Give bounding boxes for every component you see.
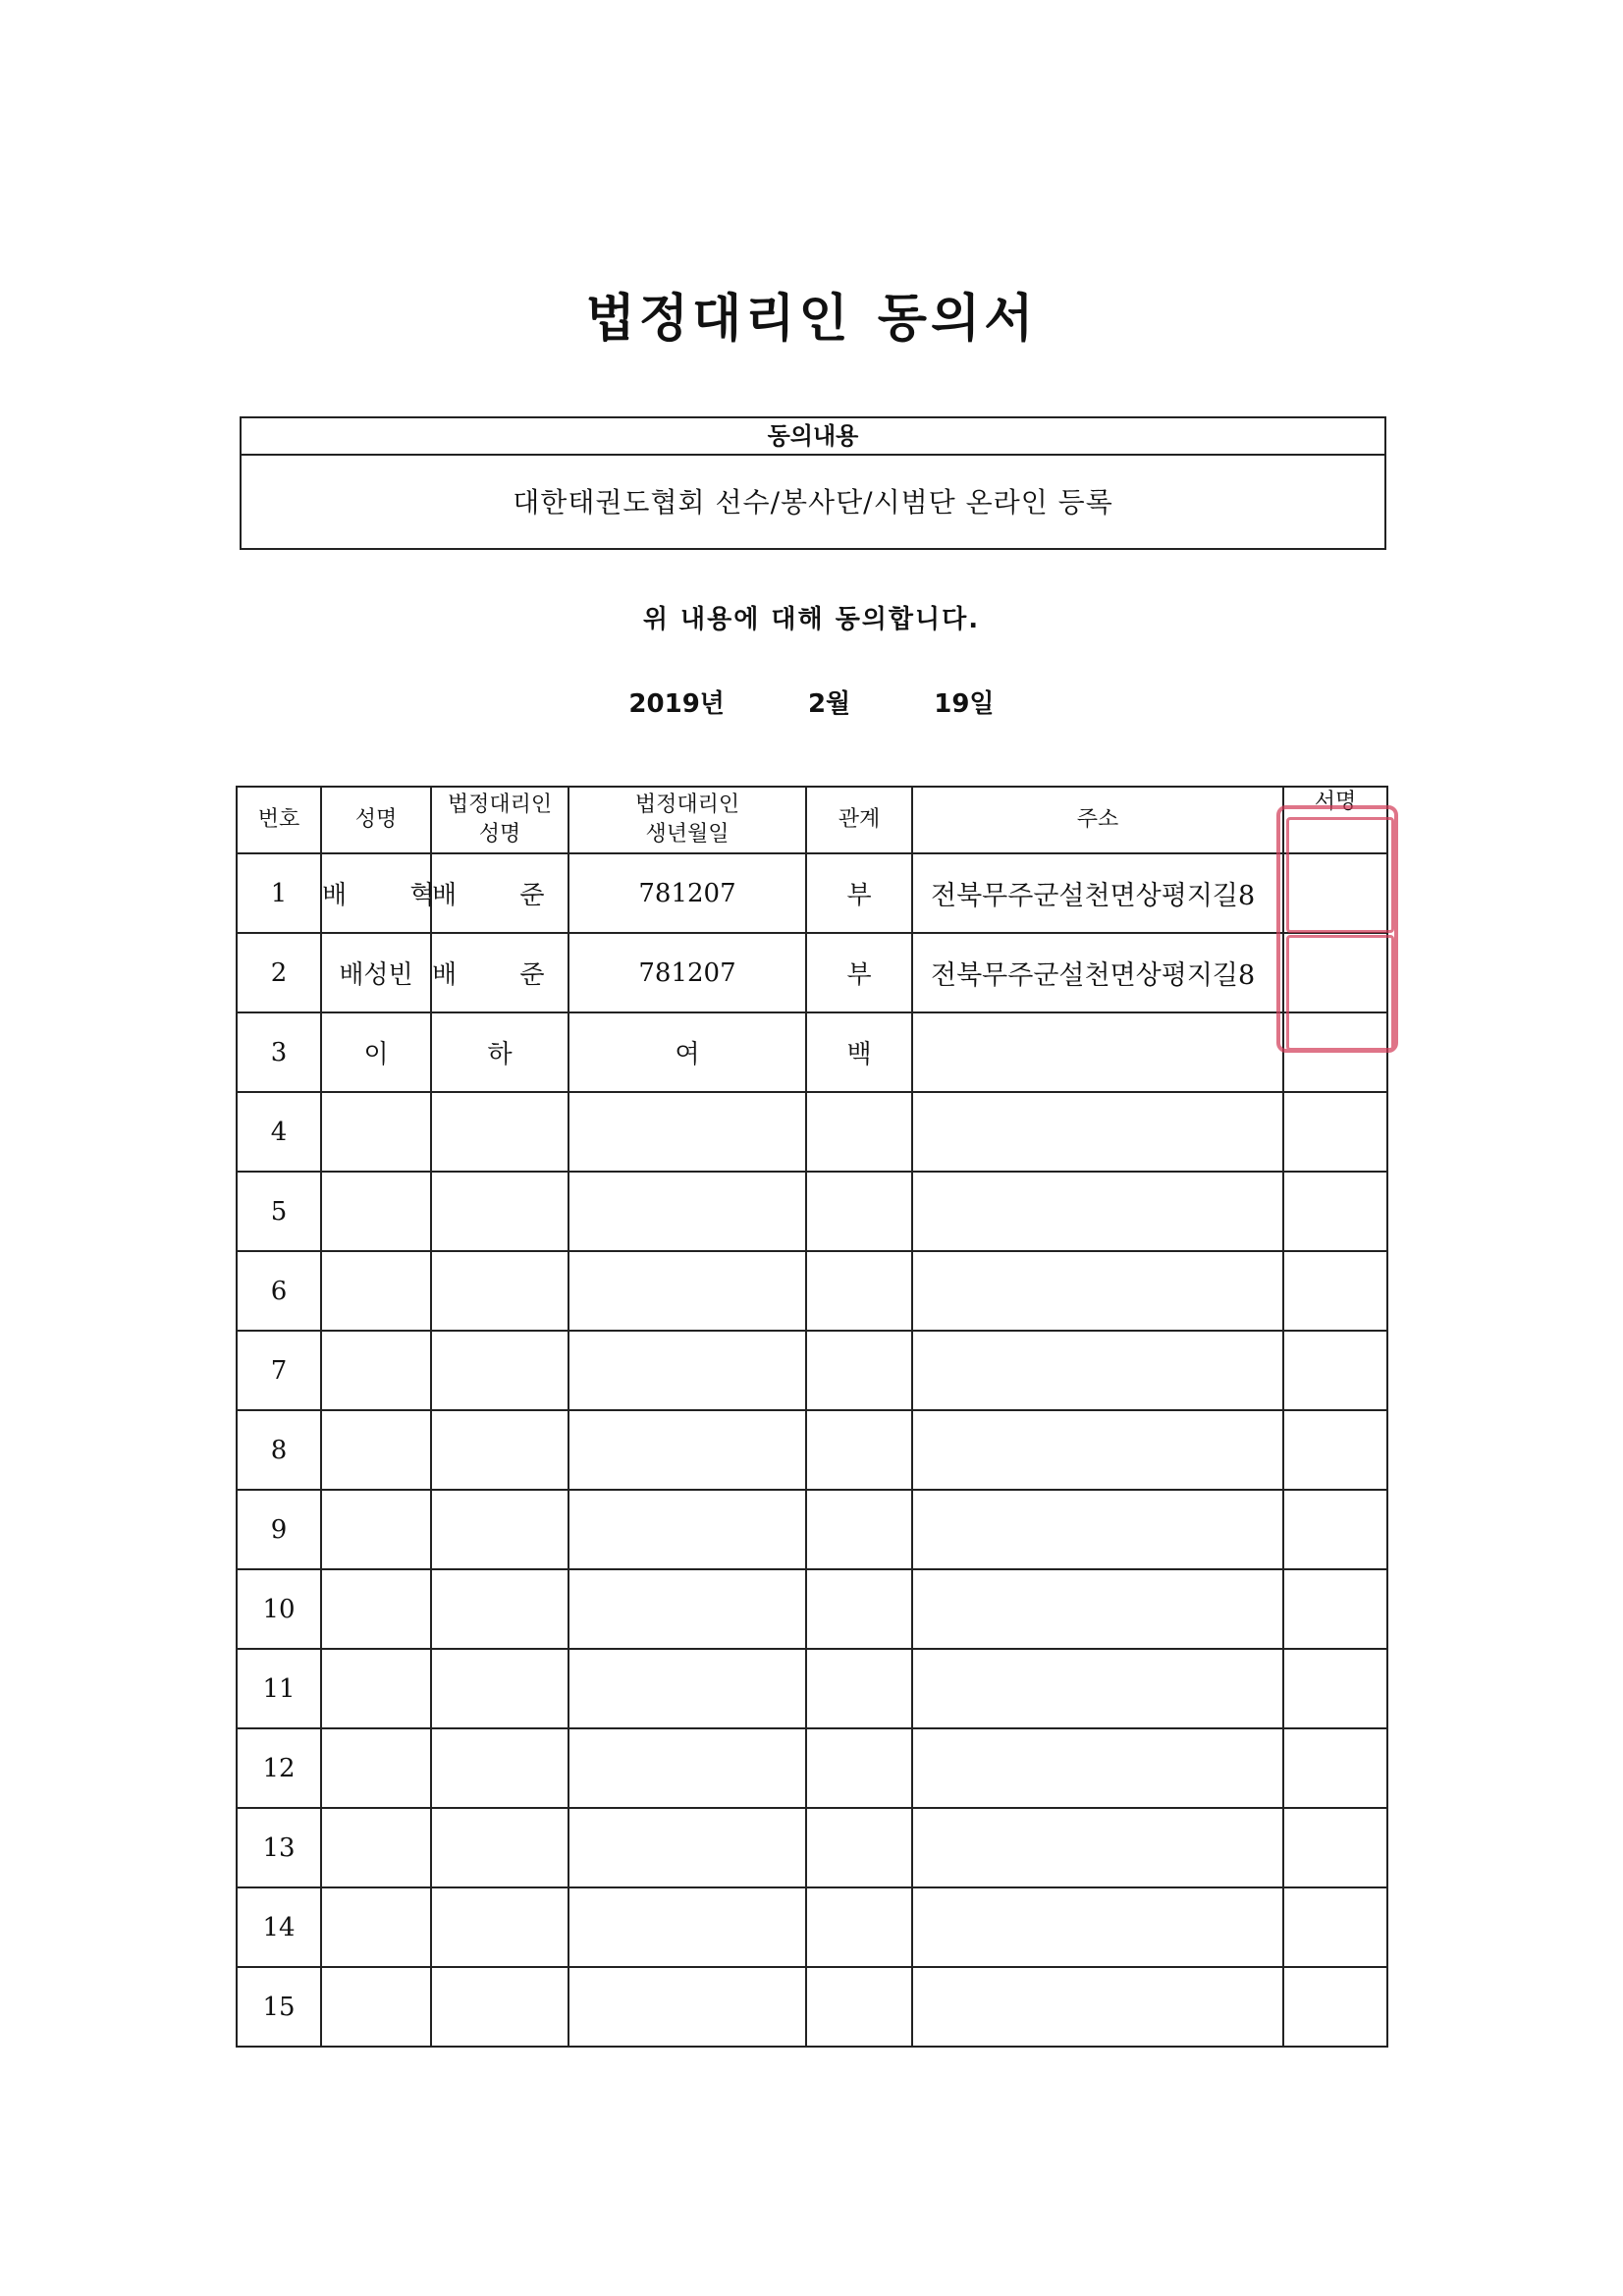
cell-guardian: 하	[431, 1012, 568, 1092]
cell-signature	[1283, 1490, 1387, 1569]
registration-table	[236, 786, 1388, 2048]
cell-name: 배 혁	[321, 853, 431, 933]
agreement-statement: 위 내용에 대해 동의합니다.	[642, 605, 981, 634]
table-row	[237, 1012, 1387, 1092]
cell-guardian	[431, 1569, 568, 1649]
cell-no: 14	[237, 1887, 321, 1967]
table-row	[237, 1331, 1387, 1410]
consent-date	[0, 683, 1623, 720]
cell-birth	[568, 1728, 806, 1808]
header-guardian-birth-line1: 법정대리인	[634, 793, 740, 817]
cell-address	[912, 1331, 1283, 1410]
cell-relation	[806, 1808, 912, 1887]
cell-address	[912, 1172, 1283, 1251]
table-row	[237, 1808, 1387, 1887]
cell-address	[912, 1808, 1283, 1887]
cell-signature	[1283, 1887, 1387, 1967]
cell-guardian	[431, 1490, 568, 1569]
cell-guardian	[431, 1172, 568, 1251]
cell-name	[321, 1967, 431, 2047]
cell-name	[321, 1172, 431, 1251]
cell-signature	[1283, 1251, 1387, 1331]
table-header-row	[237, 787, 1387, 853]
table-row	[237, 1251, 1387, 1331]
cell-name	[321, 1331, 431, 1410]
cell-address	[912, 1728, 1283, 1808]
table-row	[237, 1490, 1387, 1569]
cell-relation	[806, 1569, 912, 1649]
cell-birth	[568, 1092, 806, 1172]
consent-box	[240, 416, 1386, 550]
cell-birth	[568, 1251, 806, 1331]
cell-no: 6	[237, 1251, 321, 1331]
cell-birth	[568, 1331, 806, 1410]
table-row	[237, 1172, 1387, 1251]
cell-no: 9	[237, 1490, 321, 1569]
table-row	[237, 1569, 1387, 1649]
header-name: 성명	[321, 787, 431, 853]
cell-relation: 부	[806, 933, 912, 1012]
table-row	[237, 1967, 1387, 2047]
cell-signature	[1283, 1172, 1387, 1251]
cell-signature	[1283, 1410, 1387, 1490]
cell-birth	[568, 1569, 806, 1649]
cell-name: 이	[321, 1012, 431, 1092]
cell-address	[912, 1092, 1283, 1172]
cell-guardian	[431, 1808, 568, 1887]
cell-birth	[568, 1490, 806, 1569]
title-word-1: 법정대리인	[585, 290, 852, 349]
cell-relation	[806, 1331, 912, 1410]
cell-name	[321, 1569, 431, 1649]
date-day: 19일	[934, 689, 995, 719]
table-row	[237, 1092, 1387, 1172]
cell-birth	[568, 1887, 806, 1967]
cell-no: 5	[237, 1172, 321, 1251]
seal-lower-mark	[1286, 935, 1394, 1051]
document-title	[0, 277, 1623, 351]
seal-upper-mark	[1286, 817, 1394, 933]
cell-relation	[806, 1649, 912, 1728]
cell-name	[321, 1490, 431, 1569]
cell-birth	[568, 1410, 806, 1490]
header-guardian-birth	[568, 787, 806, 853]
consent-body: 대한태권도협회 선수/봉사단/시범단 온라인 등록	[513, 486, 1113, 519]
cell-name	[321, 1808, 431, 1887]
cell-name	[321, 1649, 431, 1728]
header-relation: 관계	[806, 787, 912, 853]
cell-relation	[806, 1490, 912, 1569]
cell-no: 1	[237, 853, 321, 933]
cell-signature	[1283, 1649, 1387, 1728]
cell-signature	[1283, 1092, 1387, 1172]
cell-guardian: 배 준	[431, 933, 568, 1012]
cell-signature	[1283, 1808, 1387, 1887]
cell-no: 13	[237, 1808, 321, 1887]
cell-relation: 백	[806, 1012, 912, 1092]
cell-guardian: 배 준	[431, 853, 568, 933]
header-no: 번호	[237, 787, 321, 853]
seal-stamp-icon	[1276, 805, 1398, 1053]
cell-signature	[1283, 1569, 1387, 1649]
cell-no: 8	[237, 1410, 321, 1490]
cell-signature	[1283, 1728, 1387, 1808]
cell-guardian	[431, 1092, 568, 1172]
header-signature: 서명	[1283, 787, 1387, 853]
cell-no: 12	[237, 1728, 321, 1808]
header-guardian-name-line1: 법정대리인	[447, 793, 553, 817]
cell-birth: 여	[568, 1012, 806, 1092]
cell-signature	[1283, 1331, 1387, 1410]
cell-birth: 781207	[568, 933, 806, 1012]
table-body	[237, 853, 1387, 2047]
cell-name	[321, 1251, 431, 1331]
cell-birth	[568, 1172, 806, 1251]
cell-guardian	[431, 1251, 568, 1331]
cell-name	[321, 1728, 431, 1808]
cell-address	[912, 1012, 1283, 1092]
cell-guardian	[431, 1887, 568, 1967]
cell-relation	[806, 1251, 912, 1331]
cell-no: 10	[237, 1569, 321, 1649]
title-word-2: 동의서	[877, 290, 1038, 349]
cell-guardian	[431, 1331, 568, 1410]
cell-address	[912, 1251, 1283, 1331]
date-year: 2019년	[628, 689, 725, 719]
cell-relation	[806, 1410, 912, 1490]
table-row	[237, 1410, 1387, 1490]
cell-no: 7	[237, 1331, 321, 1410]
cell-relation	[806, 1092, 912, 1172]
table-row	[237, 1728, 1387, 1808]
cell-address	[912, 1649, 1283, 1728]
cell-no: 11	[237, 1649, 321, 1728]
cell-address	[912, 1410, 1283, 1490]
cell-guardian	[431, 1728, 568, 1808]
cell-address: 전북무주군설천면상평지길8	[912, 933, 1283, 1012]
cell-address	[912, 1967, 1283, 2047]
table-row	[237, 853, 1387, 933]
header-guardian-birth-line2: 생년월일	[645, 822, 730, 847]
date-month: 2월	[807, 689, 851, 719]
cell-relation	[806, 1887, 912, 1967]
cell-address	[912, 1569, 1283, 1649]
cell-name	[321, 1410, 431, 1490]
cell-birth: 781207	[568, 853, 806, 933]
cell-relation: 부	[806, 853, 912, 933]
table-row	[237, 1887, 1387, 1967]
cell-address	[912, 1490, 1283, 1569]
cell-name	[321, 1092, 431, 1172]
cell-relation	[806, 1967, 912, 2047]
cell-signature	[1283, 1967, 1387, 2047]
consent-heading: 동의내용	[242, 418, 1384, 456]
cell-address	[912, 1887, 1283, 1967]
cell-birth	[568, 1808, 806, 1887]
header-guardian-name	[431, 787, 568, 853]
table-row	[237, 933, 1387, 1012]
cell-no: 2	[237, 933, 321, 1012]
cell-no: 3	[237, 1012, 321, 1092]
header-guardian-name-line2: 성명	[478, 822, 521, 847]
cell-birth	[568, 1649, 806, 1728]
cell-relation	[806, 1172, 912, 1251]
cell-name	[321, 1887, 431, 1967]
cell-address: 전북무주군설천면상평지길8	[912, 853, 1283, 933]
cell-guardian	[431, 1967, 568, 2047]
cell-guardian	[431, 1649, 568, 1728]
cell-no: 4	[237, 1092, 321, 1172]
header-address: 주소	[912, 787, 1283, 853]
cell-birth	[568, 1967, 806, 2047]
cell-relation	[806, 1728, 912, 1808]
cell-no: 15	[237, 1967, 321, 2047]
cell-name: 배성빈	[321, 933, 431, 1012]
table-row	[237, 1649, 1387, 1728]
cell-guardian	[431, 1410, 568, 1490]
